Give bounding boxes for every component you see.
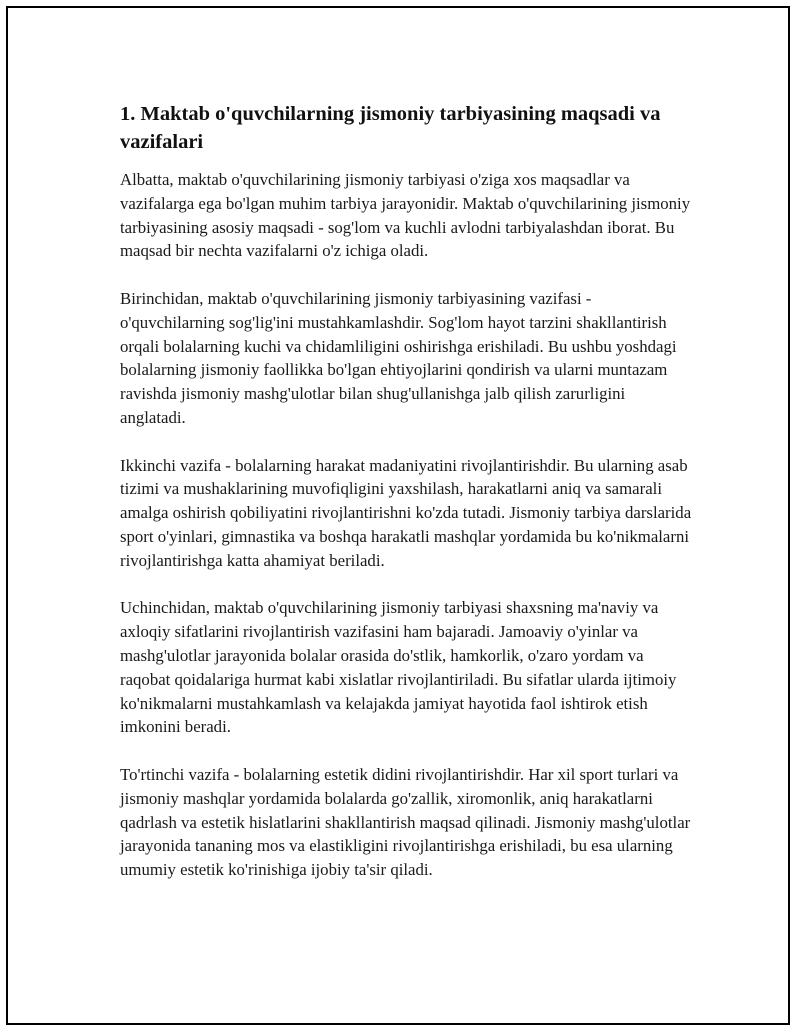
section-heading: 1. Maktab o'quvchilarning jismoniy tarbiyasining maqsadi va vazifalari — [120, 103, 661, 153]
document-body — [120, 100, 694, 906]
paragraph-first-task: Birinchidan, maktab o'quvchilarining jismoniy tarbiyasining vazifasi - o'quvchilarning sog'lig'ini mustahkamlashdir. Sog'lom hayot tarzini shakllantirish orqali bolalarning kuchi va chidamliligini oshirishga erishiladi. Bu ushbu yoshdagi bolalarning jismoniy faollikka bo'lgan ehtiyojlarini qondirish va ularni muntazam ravishda jismoniy mashg'ulotlar bilan shug'ullanishga jalb qilish zarurligini anglatadi. — [120, 288, 677, 427]
page-frame — [6, 6, 790, 1025]
paragraph-fourth-task: To'rtinchi vazifa - bolalarning estetik didini rivojlantirishdir. Har xil sport turlari va jismoniy mashqlar yordamida bolalarda go'zallik, xiromonlik, aniq harakatlarni qadrlash va estetik hislatlarini shakllantirish maqsad qilinadi. Jismoniy mashg'ulotlar jarayonida tananing mos va elastikligini rivojlantirishga erishiladi, bu esa ularning umumiy estetik ko'rinishiga ijobiy ta'sir qiladi. — [120, 764, 691, 880]
paragraph-third-task: Uchinchidan, maktab o'quvchilarining jismoniy tarbiyasi shaxsning ma'naviy va axloqiy sifatlarini rivojlantirish vazifasini ham bajaradi. Jamoaviy o'yinlar va mashg'ulotlar jarayonida bolalar orasida do'stlik, hamkorlik, o'zaro yordam va raqobat qoidalariga hurmat kabi xislatlar rivojlantiriladi. Bu sifatlar ularda ijtimoiy ko'nikmalarni mustahkamlash va kelajakda jamiyat hayotida faol ishtirok etish imkonini beradi. — [120, 598, 677, 737]
paragraph-intro: Albatta, maktab o'quvchilarining jismoniy tarbiyasi o'ziga xos maqsadlar va vazifalarga ega bo'lgan muhim tarbiya jarayonidir. Maktab o'quvchilarining jismoniy tarbiyasining asosiy maqsadi - sog'lom va kuchli avlodni tarbiyalashdan iborat. Bu maqsad bir nechta vazifalarni o'z ichiga oladi. — [120, 170, 691, 261]
paragraph-second-task: Ikkinchi vazifa - bolalarning harakat madaniyatini rivojlantirishdir. Bu ularning asab tizimi va mushaklarining muvofiqligini yaxshilash, harakatlarni aniq va samarali amalga oshirish qobiliyatini rivojlantirishni ko'zda tutadi. Jismoniy tarbiya darslarida sport o'yinlari, gimnastika va boshqa harakatli mashqlar yordamida bu ko'nikmalarni rivojlantirishga katta ahamiyat beriladi. — [120, 455, 692, 570]
